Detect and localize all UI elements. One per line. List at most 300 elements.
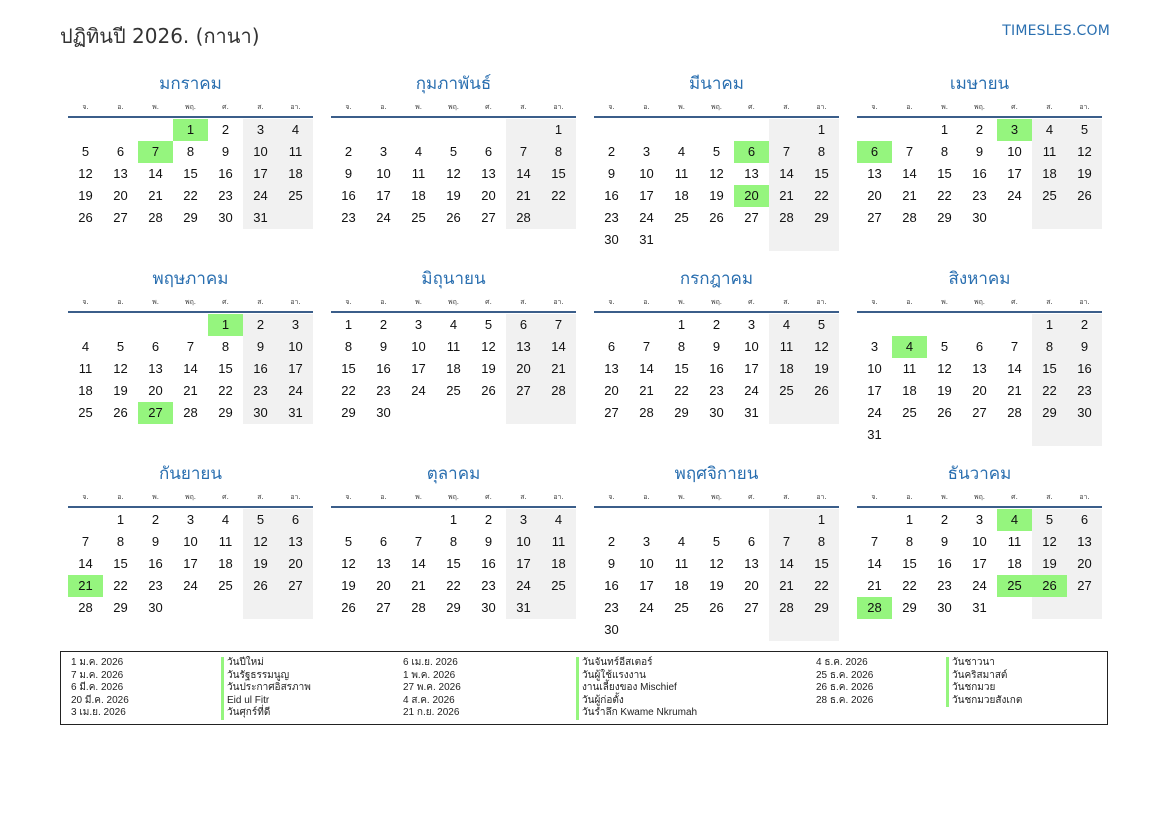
- day-cell: 30: [972, 210, 987, 225]
- day-cell: 28: [1007, 405, 1022, 420]
- weekday-label: ส.: [1046, 298, 1053, 306]
- weekday-label: ศ.: [1011, 493, 1018, 501]
- empty-day-cell: [927, 314, 962, 336]
- day-cell: 17: [376, 188, 391, 203]
- day-cell: 6: [975, 339, 984, 354]
- day-cell: 29: [446, 600, 461, 615]
- weekday-label: อ.: [380, 493, 387, 501]
- day-cell: 13: [604, 361, 619, 376]
- weekday-label: ส.: [520, 493, 527, 501]
- weekday-label: พฤ.: [184, 493, 197, 501]
- day-cell: 15: [937, 166, 952, 181]
- day-cell: 26: [1067, 185, 1102, 207]
- day-cell: 16: [148, 556, 163, 571]
- day-cell: 17: [744, 361, 759, 376]
- month-title: กันยายน: [158, 464, 222, 484]
- day-cell: 16: [376, 361, 391, 376]
- month-title: มิถุนายน: [421, 269, 486, 289]
- day-cell: 5: [484, 317, 493, 332]
- legend-holiday-name: วันชกมวย: [946, 682, 1022, 695]
- day-cell: 13: [744, 556, 759, 571]
- day-cell: 8: [344, 339, 353, 354]
- legend-date: 1 ม.ค. 2026: [71, 657, 124, 668]
- weekday-label: อา.: [816, 103, 827, 111]
- day-cell: 18: [674, 188, 689, 203]
- empty-day-cell: [769, 509, 804, 531]
- day-cell: 11: [78, 361, 93, 376]
- day-cell: 5: [712, 144, 721, 159]
- day-cell: 10: [1007, 144, 1022, 159]
- month-calendar: [68, 70, 313, 265]
- weekday-header: [331, 488, 576, 506]
- day-cell: 7: [642, 339, 651, 354]
- day-cell: 16: [972, 166, 987, 181]
- empty-day-cell: [436, 119, 471, 141]
- day-cell: 26: [341, 600, 356, 615]
- day-cell: 21: [183, 383, 198, 398]
- day-cell: 3: [975, 512, 984, 527]
- day-cell: 7: [769, 531, 804, 553]
- weekday-label: ศ.: [485, 298, 492, 306]
- days-grid: [857, 313, 1102, 446]
- empty-day-cell: [664, 229, 699, 251]
- empty-day-cell: [541, 402, 576, 424]
- day-cell: 16: [604, 188, 619, 203]
- day-cell: 5: [449, 144, 458, 159]
- day-cell: 19: [113, 383, 128, 398]
- day-cell: 9: [484, 534, 493, 549]
- day-cell: 20: [481, 188, 496, 203]
- day-cell: 31: [639, 232, 654, 247]
- day-cell: 22: [804, 575, 839, 597]
- day-cell: 2: [151, 512, 160, 527]
- empty-day-cell: [962, 424, 997, 446]
- weekday-label: ส.: [783, 298, 790, 306]
- day-cell: 1: [804, 509, 839, 531]
- day-cell: 14: [541, 336, 576, 358]
- day-cell: 16: [481, 556, 496, 571]
- empty-day-cell: [401, 509, 436, 531]
- day-cell: 9: [607, 166, 616, 181]
- day-cell: 11: [446, 339, 461, 354]
- day-cell: 23: [376, 383, 391, 398]
- day-cell: 22: [446, 578, 461, 593]
- day-cell: 30: [148, 600, 163, 615]
- day-cell: 11: [674, 166, 689, 181]
- weekday-header: [68, 293, 313, 311]
- day-cell: 27: [604, 405, 619, 420]
- day-cell: 23: [972, 188, 987, 203]
- weekday-label: ส.: [783, 493, 790, 501]
- empty-day-cell: [1067, 424, 1102, 446]
- empty-day-cell: [471, 119, 506, 141]
- day-cell: 29: [804, 207, 839, 229]
- day-cell: 8: [804, 141, 839, 163]
- day-cell: 10: [243, 141, 278, 163]
- day-cell: 10: [376, 166, 391, 181]
- empty-day-cell: [699, 229, 734, 251]
- holiday-day-cell: 25: [997, 575, 1032, 597]
- month-title: กรกฎาคม: [679, 269, 754, 289]
- days-grid: [594, 508, 839, 641]
- day-cell: 15: [902, 556, 917, 571]
- day-cell: 14: [411, 556, 426, 571]
- weekday-label: ศ.: [222, 493, 229, 501]
- day-cell: 13: [744, 166, 759, 181]
- day-cell: 15: [804, 163, 839, 185]
- weekday-label: ศ.: [222, 298, 229, 306]
- legend-names-col-1: [221, 657, 311, 720]
- day-cell: 17: [639, 578, 654, 593]
- day-cell: 19: [1032, 553, 1067, 575]
- days-grid: [594, 313, 839, 424]
- day-cell: 6: [747, 534, 756, 549]
- day-cell: 6: [379, 534, 388, 549]
- empty-day-cell: [769, 619, 804, 641]
- day-cell: 7: [506, 141, 541, 163]
- day-cell: 29: [113, 600, 128, 615]
- weekday-label: พฤ.: [447, 298, 460, 306]
- weekday-label: พ.: [678, 103, 685, 111]
- empty-day-cell: [1032, 207, 1067, 229]
- day-cell: 28: [769, 207, 804, 229]
- legend-date: 4 ส.ค. 2026: [403, 694, 455, 706]
- day-cell: 11: [278, 141, 313, 163]
- day-cell: 12: [1032, 531, 1067, 553]
- day-cell: 29: [341, 405, 356, 420]
- empty-day-cell: [857, 314, 892, 336]
- empty-day-cell: [594, 509, 629, 531]
- day-cell: 2: [484, 512, 493, 527]
- empty-day-cell: [804, 619, 839, 641]
- weekday-label: ส.: [520, 103, 527, 111]
- day-cell: 28: [183, 405, 198, 420]
- weekday-label: อ.: [643, 298, 650, 306]
- legend-holiday-name: วันคริสมาสต์: [946, 670, 1022, 683]
- empty-day-cell: [243, 597, 278, 619]
- day-cell: 30: [376, 405, 391, 420]
- day-cell: 20: [867, 188, 882, 203]
- day-cell: 18: [218, 556, 233, 571]
- legend-names-col-2: [576, 657, 697, 720]
- day-cell: 25: [218, 578, 233, 593]
- day-cell: 25: [1032, 185, 1067, 207]
- day-cell: 16: [218, 166, 233, 181]
- day-cell: 10: [744, 339, 759, 354]
- day-cell: 24: [411, 383, 426, 398]
- day-cell: 14: [902, 166, 917, 181]
- holiday-day-cell: 4: [997, 509, 1032, 531]
- weekday-label: อา.: [1079, 298, 1090, 306]
- empty-day-cell: [699, 119, 734, 141]
- day-cell: 5: [940, 339, 949, 354]
- day-cell: 24: [243, 185, 278, 207]
- day-cell: 14: [1007, 361, 1022, 376]
- empty-day-cell: [892, 314, 927, 336]
- day-cell: 1: [905, 512, 914, 527]
- day-cell: 16: [1067, 358, 1102, 380]
- days-grid: [68, 313, 313, 424]
- weekday-label: ศ.: [748, 298, 755, 306]
- day-cell: 20: [278, 553, 313, 575]
- empty-day-cell: [208, 597, 243, 619]
- day-cell: 2: [607, 144, 616, 159]
- weekday-header: [68, 488, 313, 506]
- empty-day-cell: [629, 509, 664, 531]
- empty-day-cell: [997, 424, 1032, 446]
- day-cell: 25: [541, 575, 576, 597]
- day-cell: 18: [1007, 556, 1022, 571]
- weekday-label: ส.: [1046, 103, 1053, 111]
- day-cell: 23: [937, 578, 952, 593]
- empty-day-cell: [997, 314, 1032, 336]
- month-title: เมษายน: [949, 74, 1010, 94]
- day-cell: 28: [639, 405, 654, 420]
- day-cell: 13: [376, 556, 391, 571]
- brand-link[interactable]: TIMESLES.COM: [1002, 23, 1110, 39]
- empty-day-cell: [1032, 424, 1067, 446]
- weekday-label: จ.: [82, 103, 89, 111]
- empty-day-cell: [927, 424, 962, 446]
- day-cell: 7: [541, 314, 576, 336]
- day-cell: 7: [1010, 339, 1019, 354]
- day-cell: 19: [446, 188, 461, 203]
- day-cell: 9: [379, 339, 388, 354]
- day-cell: 2: [712, 317, 721, 332]
- weekday-label: อ.: [906, 298, 913, 306]
- month-title: ตุลาคม: [426, 464, 481, 484]
- weekday-label: จ.: [871, 298, 878, 306]
- day-cell: 10: [506, 531, 541, 553]
- day-cell: 18: [1032, 163, 1067, 185]
- empty-day-cell: [366, 509, 401, 531]
- day-cell: 14: [148, 166, 163, 181]
- day-cell: 22: [113, 578, 128, 593]
- page-title: ปฏิทินปี 2026. (กานา): [60, 24, 260, 48]
- day-cell: 19: [243, 553, 278, 575]
- day-cell: 6: [116, 144, 125, 159]
- day-cell: 27: [744, 210, 759, 225]
- day-cell: 15: [113, 556, 128, 571]
- legend-holiday-name: วันรัฐธรรมนูญ: [221, 670, 311, 683]
- legend-date: 21 ก.ย. 2026: [403, 707, 460, 719]
- day-cell: 25: [674, 210, 689, 225]
- day-cell: 6: [1067, 509, 1102, 531]
- empty-day-cell: [892, 119, 927, 141]
- day-cell: 6: [506, 314, 541, 336]
- weekday-header: [68, 98, 313, 116]
- day-cell: 5: [804, 314, 839, 336]
- day-cell: 21: [148, 188, 163, 203]
- day-cell: 10: [867, 361, 882, 376]
- weekday-label: พฤ.: [973, 103, 986, 111]
- day-cell: 21: [902, 188, 917, 203]
- empty-day-cell: [103, 314, 138, 336]
- day-cell: 24: [744, 383, 759, 398]
- empty-day-cell: [734, 229, 769, 251]
- month-title: มกราคม: [159, 74, 222, 94]
- empty-day-cell: [1032, 597, 1067, 619]
- empty-day-cell: [734, 619, 769, 641]
- day-cell: 4: [677, 144, 686, 159]
- empty-day-cell: [68, 314, 103, 336]
- weekday-label: จ.: [345, 103, 352, 111]
- day-cell: 23: [148, 578, 163, 593]
- day-cell: 9: [221, 144, 230, 159]
- weekday-header: [331, 98, 576, 116]
- weekday-label: อา.: [553, 493, 564, 501]
- weekday-header: [857, 293, 1102, 311]
- day-cell: 20: [604, 383, 619, 398]
- day-cell: 6: [151, 339, 160, 354]
- day-cell: 15: [218, 361, 233, 376]
- day-cell: 1: [116, 512, 125, 527]
- day-cell: 30: [937, 600, 952, 615]
- weekday-label: จ.: [608, 493, 615, 501]
- day-cell: 16: [604, 578, 619, 593]
- day-cell: 23: [1067, 380, 1102, 402]
- day-cell: 1: [1032, 314, 1067, 336]
- day-cell: 12: [937, 361, 952, 376]
- day-cell: 12: [709, 166, 724, 181]
- day-cell: 23: [481, 578, 496, 593]
- empty-day-cell: [594, 314, 629, 336]
- empty-day-cell: [857, 119, 892, 141]
- holiday-legend: [60, 651, 1108, 725]
- day-cell: 21: [411, 578, 426, 593]
- day-cell: 28: [78, 600, 93, 615]
- day-cell: 18: [769, 358, 804, 380]
- legend-date: 1 พ.ค. 2026: [403, 669, 456, 681]
- day-cell: 18: [411, 188, 426, 203]
- empty-day-cell: [769, 119, 804, 141]
- weekday-label: พฤ.: [710, 298, 723, 306]
- day-cell: 10: [972, 534, 987, 549]
- holiday-day-cell: 1: [208, 314, 243, 336]
- holiday-day-cell: 7: [138, 141, 173, 163]
- weekday-label: จ.: [82, 298, 89, 306]
- legend-date: 6 มี.ค. 2026: [71, 682, 124, 694]
- empty-day-cell: [138, 314, 173, 336]
- day-cell: 26: [804, 380, 839, 402]
- day-cell: 7: [905, 144, 914, 159]
- day-cell: 12: [341, 556, 356, 571]
- day-cell: 27: [744, 600, 759, 615]
- day-cell: 25: [446, 383, 461, 398]
- day-cell: 2: [221, 122, 230, 137]
- weekday-label: ส.: [257, 493, 264, 501]
- day-cell: 11: [541, 531, 576, 553]
- day-cell: 7: [870, 534, 879, 549]
- day-cell: 30: [481, 600, 496, 615]
- day-cell: 10: [183, 534, 198, 549]
- day-cell: 17: [278, 358, 313, 380]
- day-cell: 29: [804, 597, 839, 619]
- empty-day-cell: [401, 119, 436, 141]
- day-cell: 2: [1067, 314, 1102, 336]
- day-cell: 20: [113, 188, 128, 203]
- month-calendar: [594, 460, 839, 655]
- day-cell: 24: [639, 210, 654, 225]
- month-calendar: [331, 460, 576, 655]
- day-cell: 28: [148, 210, 163, 225]
- legend-holiday-name: วันปีใหม่: [221, 657, 311, 670]
- day-cell: 3: [414, 317, 423, 332]
- weekday-header: [857, 488, 1102, 506]
- day-cell: 22: [541, 185, 576, 207]
- day-cell: 20: [376, 578, 391, 593]
- weekday-label: จ.: [608, 103, 615, 111]
- day-cell: 4: [449, 317, 458, 332]
- empty-day-cell: [331, 119, 366, 141]
- day-cell: 1: [344, 317, 353, 332]
- weekday-label: พ.: [415, 493, 422, 501]
- day-cell: 20: [1067, 553, 1102, 575]
- month-title: พฤษภาคม: [152, 269, 229, 289]
- weekday-header: [857, 98, 1102, 116]
- weekday-label: พฤ.: [184, 298, 197, 306]
- day-cell: 11: [1032, 141, 1067, 163]
- weekday-label: พฤ.: [973, 493, 986, 501]
- legend-holiday-name: งานเลี้ยงของ Mischief: [576, 682, 697, 695]
- empty-day-cell: [278, 597, 313, 619]
- empty-day-cell: [664, 619, 699, 641]
- weekday-label: พ.: [415, 103, 422, 111]
- day-cell: 30: [604, 622, 619, 637]
- day-cell: 11: [674, 556, 689, 571]
- day-cell: 14: [769, 553, 804, 575]
- day-cell: 17: [972, 556, 987, 571]
- day-cell: 7: [769, 141, 804, 163]
- day-cell: 30: [1067, 402, 1102, 424]
- day-cell: 29: [183, 210, 198, 225]
- day-cell: 28: [411, 600, 426, 615]
- weekday-label: ส.: [1046, 493, 1053, 501]
- day-cell: 17: [243, 163, 278, 185]
- empty-day-cell: [366, 119, 401, 141]
- day-cell: 21: [1007, 383, 1022, 398]
- day-cell: 19: [709, 188, 724, 203]
- holiday-day-cell: 27: [138, 402, 173, 424]
- day-cell: 27: [972, 405, 987, 420]
- day-cell: 26: [481, 383, 496, 398]
- day-cell: 29: [218, 405, 233, 420]
- day-cell: 27: [1067, 575, 1102, 597]
- day-cell: 16: [937, 556, 952, 571]
- day-cell: 26: [243, 575, 278, 597]
- empty-day-cell: [629, 619, 664, 641]
- weekday-header: [331, 293, 576, 311]
- legend-dates-col-2: [403, 657, 461, 720]
- legend-holiday-name: วันชาวนา: [946, 657, 1022, 670]
- legend-date: 27 พ.ค. 2026: [403, 682, 461, 694]
- day-cell: 12: [1067, 141, 1102, 163]
- day-cell: 28: [506, 207, 541, 229]
- day-cell: 24: [506, 575, 541, 597]
- weekday-label: ศ.: [485, 103, 492, 111]
- day-cell: 17: [639, 188, 654, 203]
- day-cell: 17: [506, 553, 541, 575]
- day-cell: 3: [506, 509, 541, 531]
- day-cell: 19: [78, 188, 93, 203]
- day-cell: 15: [183, 166, 198, 181]
- empty-day-cell: [506, 119, 541, 141]
- day-cell: 15: [341, 361, 356, 376]
- holiday-day-cell: 21: [68, 575, 103, 597]
- day-cell: 20: [744, 578, 759, 593]
- weekday-header: [594, 293, 839, 311]
- day-cell: 18: [78, 383, 93, 398]
